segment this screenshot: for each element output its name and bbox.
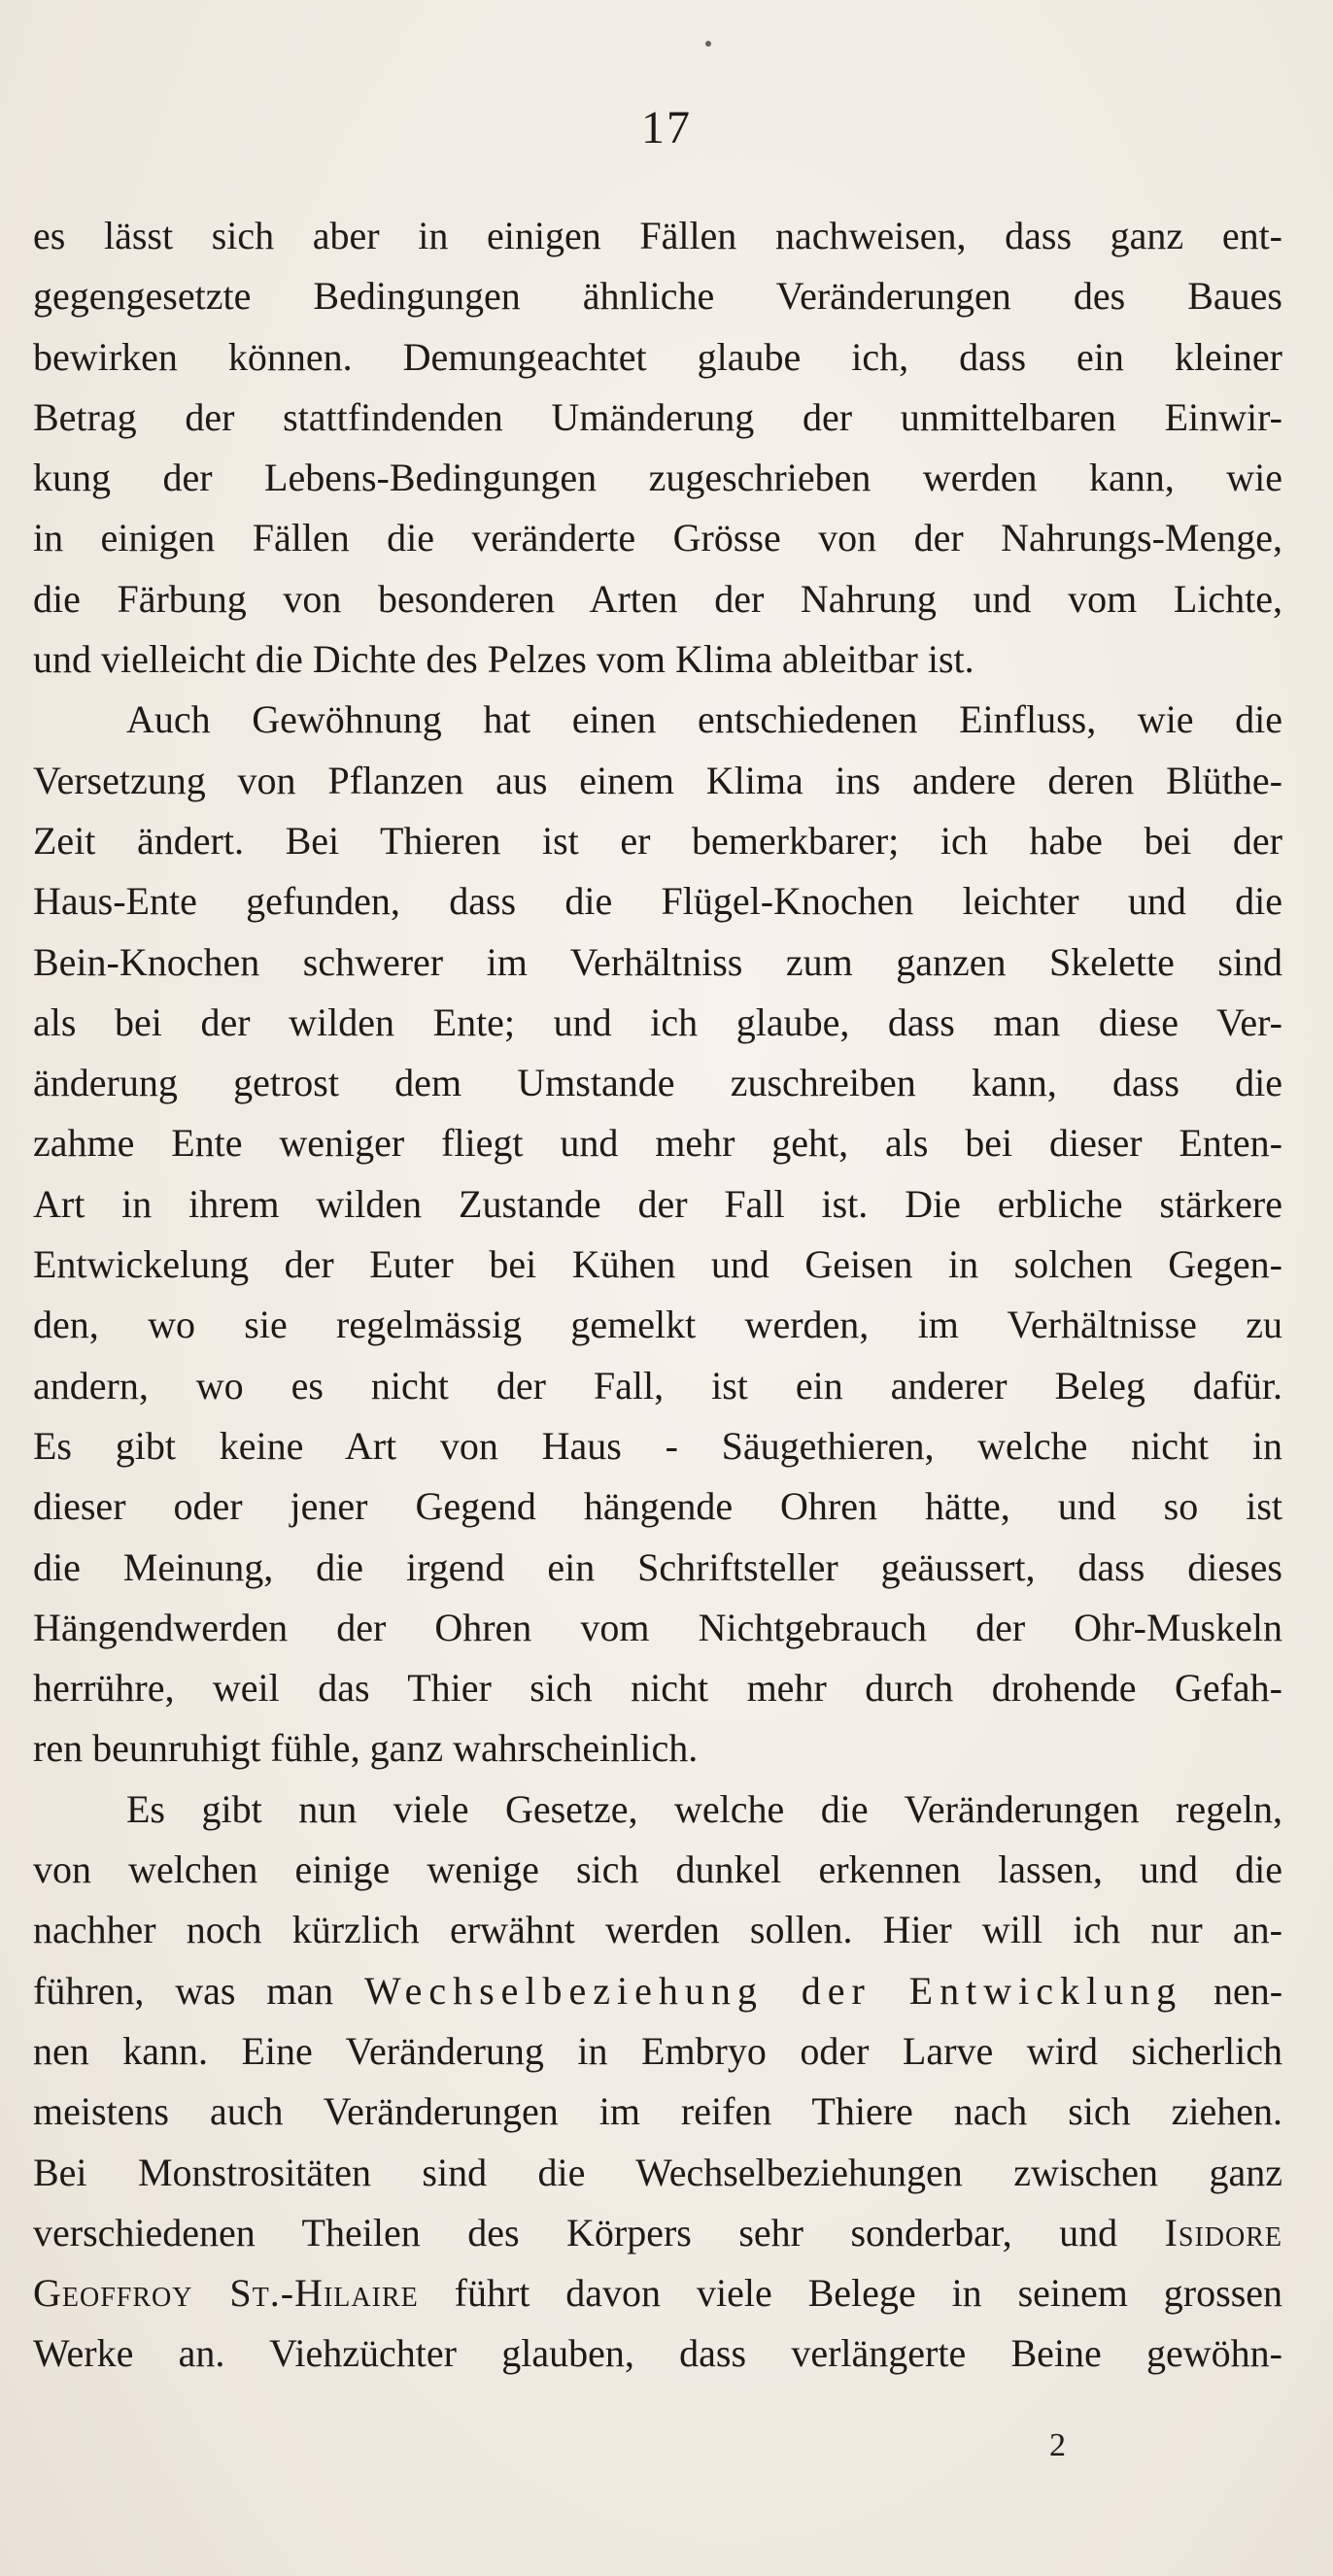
text-line: die Färbung von besonderen Arten der Nahrung und vom Lichte, xyxy=(33,576,1282,621)
text-line: von welchen einige wenige sich dunkel erkennen lassen, und die xyxy=(33,1847,1282,1892)
text-fragment: führt davon viele Belege in seinem grossen xyxy=(454,2271,1282,2316)
text-line: Versetzung von Pflanzen aus einem Klima ins andere deren Blüthe- xyxy=(33,758,1282,802)
text-line: als bei der wilden Ente; und ich glaube, dass man diese Ver- xyxy=(33,1000,1282,1044)
text-fragment: führen, was man xyxy=(33,1968,334,2013)
text-line: in einigen Fällen die veränderte Grösse von der Nahrungs-Menge, xyxy=(33,516,1282,560)
text-line xyxy=(33,2263,1282,2323)
text-line: gegengesetzte Bedingungen ähnliche Veränderungen des Baues xyxy=(33,274,1282,319)
text-line: die Meinung, die irgend ein Schriftsteller geäussert, dass dieses xyxy=(33,1544,1282,1589)
text-line: bewirken können. Demungeachtet glaube ich, dass ein kleiner xyxy=(33,334,1282,379)
paragraph-start-line: Auch Gewöhnung hat einen entschiedenen Einfluss, wie die xyxy=(126,697,1282,742)
text-line: dieser oder jener Gegend hängende Ohren hätte, und so ist xyxy=(33,1484,1282,1529)
text-line: Es gibt keine Art von Haus - Säugethieren, welche nicht in xyxy=(33,1423,1282,1468)
text-line: es lässt sich aber in einigen Fällen nachweisen, dass ganz ent- xyxy=(33,214,1282,257)
text-line: nen kann. Eine Veränderung in Embryo oder Larve wird sicherlich xyxy=(33,2028,1282,2073)
text-line: Werke an. Viehzüchter glauben, dass verlängerte Beine gewöhn- xyxy=(33,2331,1282,2376)
text-line: meistens auch Veränderungen im reifen Thiere nach sich ziehen. xyxy=(33,2089,1282,2134)
text-line: Haus-Ente gefunden, dass die Flügel-Knochen leichter und die xyxy=(33,879,1282,924)
text-line: nachher noch kürzlich erwähnt werden sollen. Hier will ich nur an- xyxy=(33,1908,1282,1952)
body-text xyxy=(33,206,1282,2385)
text-line: änderung getrost dem Umstande zuschreiben kann, dass die xyxy=(33,1061,1282,1105)
paragraph-start-line: Es gibt nun viele Gesetze, welche die Veränderungen regeln, xyxy=(126,1786,1282,1831)
text-line: und vielleicht die Dichte des Pelzes vom Klima ableitbar ist. xyxy=(33,637,974,682)
text-line: andern, wo es nicht der Fall, ist ein anderer Beleg dafür. xyxy=(33,1363,1282,1407)
text-line: Bei Monstrositäten sind die Wechselbeziehungen zwischen ganz xyxy=(33,2150,1282,2194)
text-line: Bein-Knochen schwerer im Verhältniss zum ganzen Skelette sind xyxy=(33,939,1282,984)
text-line: kung der Lebens-Bedingungen zugeschrieben werden kann, wie xyxy=(33,456,1282,500)
signature-mark: 2 xyxy=(1049,2427,1066,2463)
text-line xyxy=(33,1961,1282,2021)
author-name: Geoffroy St.-Hilaire xyxy=(33,2271,419,2316)
print-speck xyxy=(705,41,711,47)
text-line: Betrag der stattfindenden Umänderung der unmittelbaren Einwir- xyxy=(33,394,1282,439)
author-name: Isidore xyxy=(1164,2210,1282,2254)
text-line: den, wo sie regelmässig gemelkt werden, im Verhältnisse zu xyxy=(33,1303,1282,1347)
text-line: Hängendwerden der Ohren vom Nichtgebrauch der Ohr-Muskeln xyxy=(33,1605,1282,1649)
text-line: herrühre, weil das Thier sich nicht mehr durch drohende Gefah- xyxy=(33,1666,1282,1711)
page-number: 17 xyxy=(641,102,692,153)
text-line: Art in ihrem wilden Zustande der Fall ist. Die erbliche stärkere xyxy=(33,1181,1282,1226)
text-line: ren beunruhigt fühle, ganz wahrscheinlich. xyxy=(33,1726,699,1771)
emphasized-term: Wechselbeziehung der Entwicklung xyxy=(364,1968,1183,2013)
text-fragment: nen- xyxy=(1213,1968,1282,2013)
text-line: Entwickelung der Euter bei Kühen und Geisen in solchen Gegen- xyxy=(33,1242,1282,1287)
text-line: Zeit ändert. Bei Thieren ist er bemerkbarer; ich habe bei der xyxy=(33,818,1282,863)
text-line: zahme Ente weniger fliegt und mehr geht, als bei dieser Enten- xyxy=(33,1121,1282,1166)
text-fragment: verschiedenen Theilen des Körpers sehr sonderbar, und xyxy=(33,2210,1118,2254)
text-line xyxy=(33,2203,1282,2263)
